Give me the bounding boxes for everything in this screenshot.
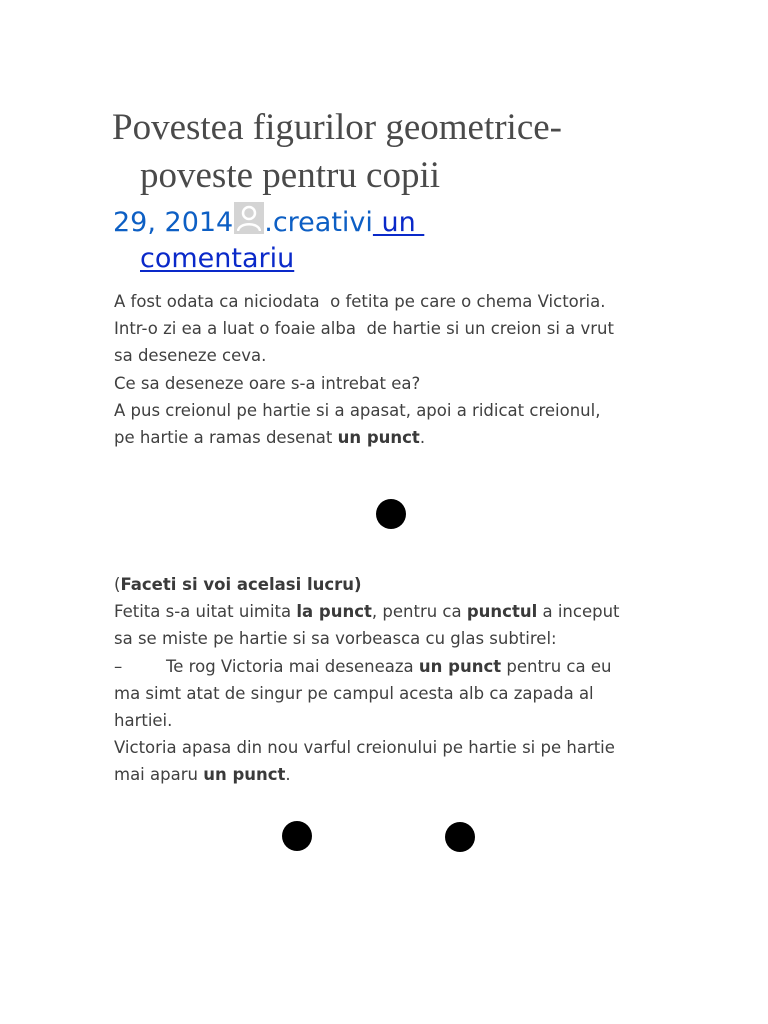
bold-text: un punct: [418, 656, 502, 676]
comments-link-continued[interactable]: comentariu: [140, 243, 295, 274]
comments-link[interactable]: un: [372, 207, 425, 238]
text-line: A pus creionul pe hartie si a apasat, apoi a ridicat creionul,: [114, 400, 601, 420]
user-avatar-icon: [234, 202, 264, 234]
drawn-dot: [282, 821, 312, 851]
bold-text: un punct: [203, 765, 286, 785]
text-line: sa deseneze ceva.: [114, 346, 267, 366]
bold-text: un punct: [337, 428, 420, 448]
text-line: Ce sa deseneze oare s-a intrebat ea?: [114, 373, 421, 393]
text-line: sa se miste pe hartie si sa vorbeasca cu glas subtirel:: [114, 629, 557, 649]
bold-text: Faceti si voi acelasi lucru): [120, 575, 362, 594]
bold-text: la punct: [296, 602, 372, 622]
text-line: pe hartie a ramas desenat: [114, 428, 338, 448]
story-paragraph-2: (Faceti si voi acelasi lucru) Fetita s-a uitat uimita la punct, pentru ca punctul a inceput sa se miste pe hartie si sa vorbeasca cu glas subtirel: – Te rog Victoria mai deseneaza un punct pentru ca eu ma simt atat de singur pe campul acesta alb ca zapada al hartiei. Victoria apasa din nou varful creionului pe hartie si pe hartie mai aparu un punct.: [114, 575, 620, 785]
dialogue-dash: –: [114, 656, 123, 676]
text-line: Intr-o zi ea a luat o foaie alba de hartie si un creion si a vrut: [114, 319, 614, 339]
story-paragraph-1: A fost odata ca niciodata o fetita pe care o chema Victoria. Intr-o zi ea a luat o foaie alba de hartie si un creion si a vrut sa deseneze ceva. Ce sa deseneze oare s-a intrebat ea? A pus creionul pe hartie si a apasat, apoi a ridicat creionul, pe hartie a ramas desenat un punct.: [114, 292, 614, 448]
text-line: hartiei.: [114, 711, 173, 731]
title-line-1: Povestea figurilor geometrice-: [112, 107, 562, 148]
bold-text: punctul: [466, 602, 538, 622]
text-line: Victoria apasa din nou varful creionului pe hartie si pe hartie: [114, 738, 615, 758]
post-meta: [113, 202, 673, 277]
drawn-dot: [376, 499, 406, 529]
post-date: 29, 2014: [113, 207, 234, 238]
post-author[interactable]: .creativi: [264, 207, 373, 238]
title-line-2: poveste pentru copii: [140, 155, 441, 196]
text-line: ma simt atat de singur pe campul acesta alb ca zapada al: [114, 683, 594, 703]
article-title: [112, 104, 672, 200]
drawn-dot: [445, 822, 475, 852]
text-line: A fost odata ca niciodata o fetita pe care o chema Victoria.: [114, 292, 606, 311]
